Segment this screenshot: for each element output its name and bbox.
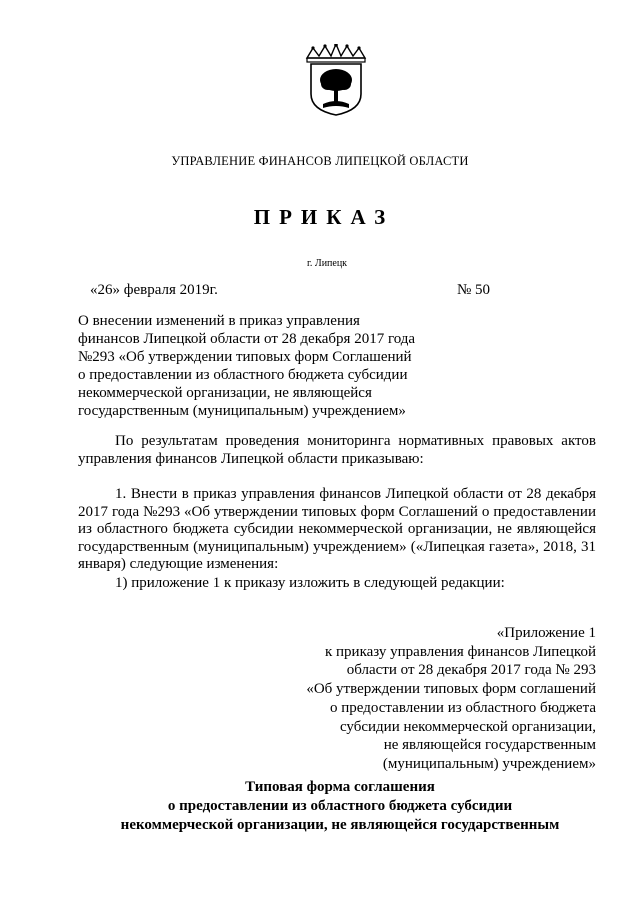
document-type-title: ПРИКАЗ — [253, 205, 395, 229]
form-title-line: некоммерческой организации, не являющейся государственным — [120, 817, 560, 833]
subject-line: государственным (муниципальным) учреждением» — [78, 403, 406, 419]
appendix-line: (муниципальным) учреждением» — [382, 755, 596, 772]
appendix-line: к приказу управления финансов Липецкой — [324, 643, 596, 660]
clause-1-paragraph: 1. Внести в приказ управления финансов Липецкой области от 28 декабря 2017 года №293 «Об утверждении типовых форм Соглашений о предоставлении из областного бюджета субсидии некоммерческой организации, не являющейся государственным (муниципальным) учреждением» («Липецкая газета», 2018, 31 января) следующие изменения: — [78, 486, 596, 573]
appendix-line: «Приложение 1 — [496, 625, 596, 641]
appendix-line: субсидии некоммерческой организации, — [339, 718, 596, 735]
appendix-line: «Об утверждении типовых форм соглашений — [306, 681, 596, 698]
department-name: УПРАВЛЕНИЕ ФИНАНСОВ ЛИПЕЦКОЙ ОБЛАСТИ — [171, 154, 469, 168]
form-title-line: Типовая форма соглашения — [245, 779, 435, 795]
form-title — [0, 778, 640, 835]
subclause-1-paragraph: 1) приложение 1 к приказу изложить в следующей редакции: — [115, 575, 505, 591]
lipetsk-region-coat-of-arms-icon — [301, 44, 371, 116]
appendix-line: не являющейся государственным — [383, 737, 596, 754]
form-title-line: о предоставлении из областного бюджета субсидии — [167, 798, 513, 814]
preamble-paragraph: По результатам проведения мониторинга нормативных правовых актов управления финансов Липецкой области приказываю: — [78, 433, 596, 467]
subject-line: финансов Липецкой области от 28 декабря 2017 года — [78, 331, 416, 347]
subject-line: некоммерческой организации, не являющейся — [78, 385, 372, 401]
order-subject — [78, 312, 438, 420]
order-number: № 50 — [457, 282, 491, 298]
subject-line: о предоставлении из областного бюджета субсидии — [78, 367, 408, 383]
appendix-reference — [306, 624, 596, 774]
order-date: «26» февраля 2019г. — [90, 282, 218, 298]
appendix-line: области от 28 декабря 2017 года № 293 — [346, 662, 596, 679]
city-label: г. Липецк — [306, 258, 348, 269]
subject-line: О внесении изменений в приказ управления — [78, 313, 360, 329]
subject-line: №293 «Об утверждении типовых форм Соглашений — [78, 349, 412, 365]
appendix-line: о предоставлении из областного бюджета — [330, 699, 596, 716]
